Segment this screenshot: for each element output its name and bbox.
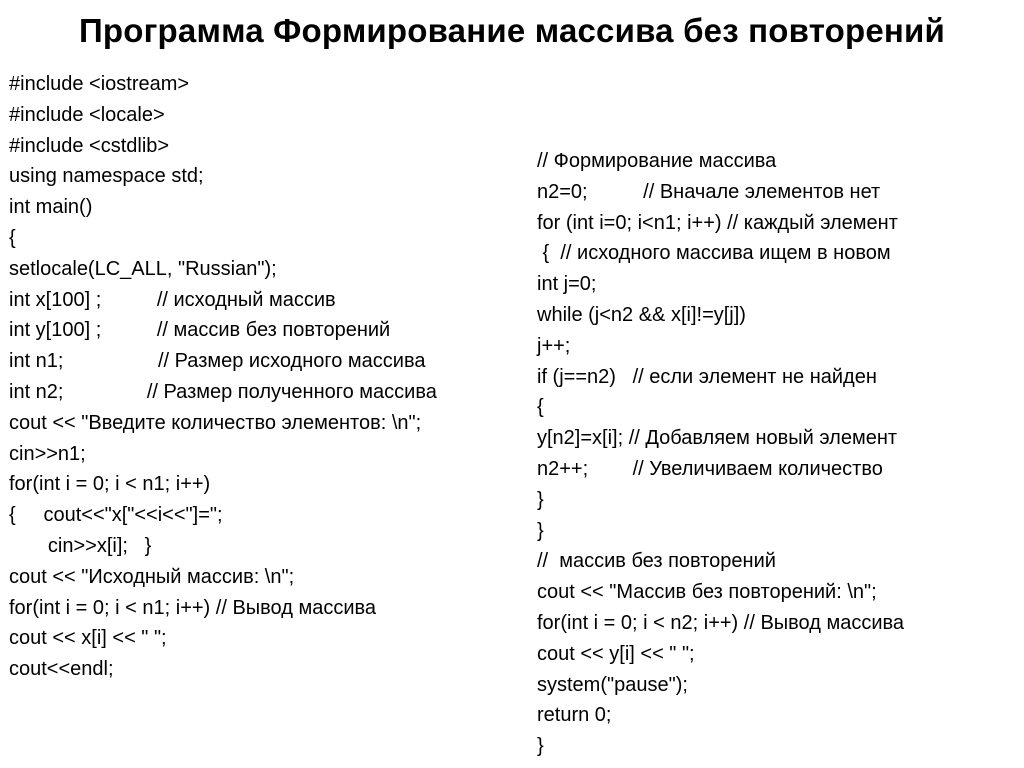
code-line: { bbox=[9, 226, 16, 249]
code-column-left bbox=[9, 69, 437, 685]
code-line: return 0; bbox=[537, 704, 612, 727]
code-line: } bbox=[537, 519, 544, 542]
code-line: cout << x[i] << " "; bbox=[9, 627, 167, 650]
slide-title: Программа Формирование массива без повторений bbox=[78, 12, 946, 49]
code-line: #include <iostream> bbox=[9, 73, 190, 95]
code-column-right bbox=[537, 146, 904, 762]
code-line: cout<<endl; bbox=[9, 658, 114, 681]
code-line: #include <cstdlib> bbox=[9, 134, 170, 157]
code-line: int main() bbox=[9, 196, 93, 219]
code-line: cout << y[i] << " "; bbox=[537, 642, 695, 665]
code-line: for (int i=0; i<n1; i++) // каждый элемент bbox=[537, 211, 898, 234]
code-line: { cout<<"x["<<i<<"]="; bbox=[9, 504, 223, 527]
code-line: } bbox=[537, 735, 544, 758]
code-line: setlocale(LC_ALL, "Russian"); bbox=[9, 257, 277, 280]
code-line: cin>>n1; bbox=[9, 442, 86, 465]
code-line: { // исходного массива ищем в новом bbox=[537, 242, 891, 265]
code-line: while (j<n2 && x[i]!=y[j]) bbox=[537, 303, 746, 326]
code-line: // Формирование массива bbox=[537, 150, 777, 172]
code-line: cin>>x[i]; } bbox=[9, 534, 152, 557]
code-line: int n1; // Размер исходного массива bbox=[9, 350, 426, 373]
code-line: { bbox=[537, 396, 544, 419]
code-line: // массив без повторений bbox=[537, 550, 776, 573]
code-line: int j=0; bbox=[537, 273, 597, 296]
code-line: int n2; // Размер полученного массива bbox=[9, 380, 437, 403]
code-line: for(int i = 0; i < n2; i++) // Вывод массива bbox=[537, 611, 905, 634]
code-line: cout << "Исходный массив: \n"; bbox=[9, 565, 295, 588]
code-line: #include <locale> bbox=[9, 103, 165, 126]
code-line: if (j==n2) // если элемент не найден bbox=[537, 365, 877, 388]
code-line: for(int i = 0; i < n1; i++) bbox=[9, 473, 211, 496]
code-line: j++; bbox=[537, 334, 571, 357]
code-line: } bbox=[537, 488, 544, 511]
code-line: y[n2]=x[i]; // Добавляем новый элемент bbox=[537, 427, 898, 450]
code-line: cout << "Введите количество элементов: \n"; bbox=[9, 411, 422, 434]
code-line: n2=0; // Вначале элементов нет bbox=[537, 180, 881, 203]
code-line: int y[100] ; // массив без повторений bbox=[9, 319, 391, 342]
code-line: int x[100] ; // исходный массив bbox=[9, 288, 336, 311]
code-line: for(int i = 0; i < n1; i++) // Вывод массива bbox=[9, 596, 377, 619]
code-line: cout << "Массив без повторений: \n"; bbox=[537, 581, 877, 604]
code-line: n2++; // Увеличиваем количество bbox=[537, 457, 883, 480]
code-line: system("pause"); bbox=[537, 673, 688, 696]
code-line: using namespace std; bbox=[9, 165, 204, 188]
